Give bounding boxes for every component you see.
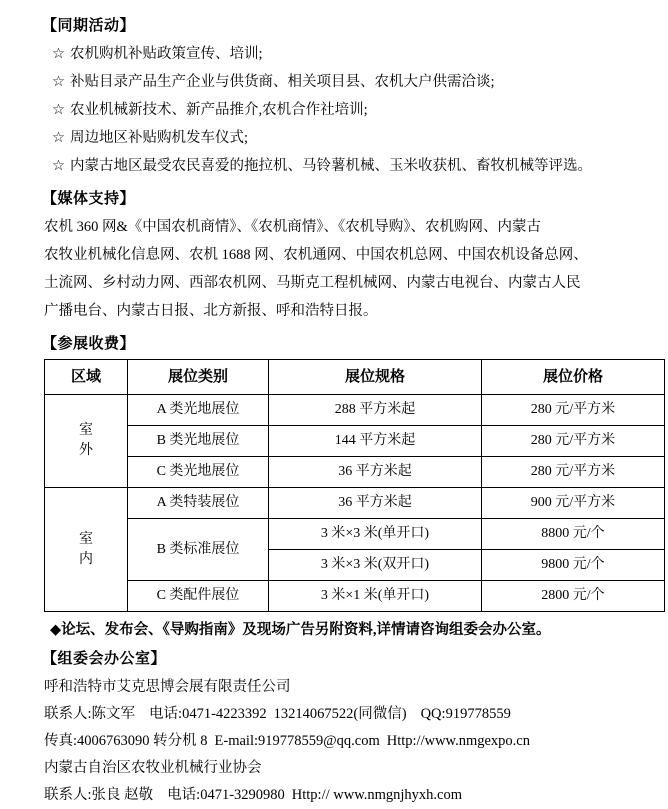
- cell-spec: 3 米×3 米(双开口): [269, 550, 482, 581]
- cell-price: 280 元/平方米: [482, 457, 665, 488]
- contact-label: 联系人:: [44, 787, 92, 803]
- events-list: [42, 41, 642, 179]
- column-header-category: 展位类别: [128, 360, 269, 395]
- http-label: Http:: [386, 733, 417, 749]
- phone-label: 电话:: [149, 706, 183, 722]
- phone-number: 0471-3290980: [200, 787, 285, 803]
- table-row: [45, 519, 665, 550]
- email-label: E-mail:: [214, 733, 259, 749]
- contact-row-1: [44, 701, 642, 728]
- star-icon: ☆: [52, 158, 65, 174]
- fax-label: 传真:: [44, 733, 78, 749]
- cell-category: B 类标准展位: [128, 519, 269, 581]
- cell-category: A 类特装展位: [128, 488, 269, 519]
- list-item-label: 农机购机补贴政策宣传、培训;: [70, 46, 263, 62]
- cell-category: B 类光地展位: [128, 426, 269, 457]
- table-row: [45, 581, 665, 612]
- star-icon: ☆: [52, 74, 65, 90]
- area-label-line: 室: [79, 531, 93, 547]
- table-row: [45, 457, 665, 488]
- area-cell-outdoor: [45, 395, 128, 488]
- email-address: 919778559@qq.com: [258, 733, 380, 749]
- media-support-paragraph: [42, 214, 642, 324]
- company-name: 呼和浩特市艾克思博会展有限责任公司: [44, 679, 291, 695]
- cell-spec: 36 平方米起: [269, 488, 482, 519]
- column-header-spec: 展位规格: [269, 360, 482, 395]
- list-item-label: 周边地区补贴购机发车仪式;: [70, 130, 249, 146]
- cell-category: C 类配件展位: [128, 581, 269, 612]
- table-row: [45, 360, 665, 395]
- cell-spec: 288 平方米起: [269, 395, 482, 426]
- fees-table: [44, 359, 665, 612]
- phone-label: 电话:: [167, 787, 201, 803]
- http-label: Http:: [291, 787, 322, 803]
- cell-price: 280 元/平方米: [482, 426, 665, 457]
- media-line: 土流网、乡村动力网、西部农机网、马斯克工程机械网、内蒙古电视台、内蒙古人民: [44, 275, 581, 291]
- table-row: [45, 395, 665, 426]
- qq-number: 919778559: [445, 706, 511, 722]
- section-heading-events: 【同期活动】: [42, 18, 136, 34]
- website-url: // www.nmgnjhyxh.com: [321, 787, 463, 803]
- contact-label: 联系人:: [44, 706, 92, 722]
- list-item-label: 内蒙古地区最受农民喜爱的拖拉机、马铃薯机械、玉米收获机、畜牧机械等评选。: [70, 158, 592, 174]
- star-icon: ☆: [52, 130, 65, 146]
- media-line: 农机 360 网&《中国农机商情》、《农机商情》、《农机导购》、农机购网、内蒙古: [44, 219, 542, 235]
- area-cell-indoor: [45, 488, 128, 612]
- star-icon: ☆: [52, 102, 65, 118]
- area-label-line: 内: [79, 551, 93, 567]
- list-item: [52, 41, 642, 67]
- cell-spec: 36 平方米起: [269, 457, 482, 488]
- website-url: //www.nmgexpo.cn: [416, 733, 530, 749]
- section-heading-media: 【媒体支持】: [42, 191, 136, 207]
- mobile-number: 13214067522(同微信): [273, 706, 407, 722]
- media-line: 广播电台、内蒙古日报、北方新报、呼和浩特日报。: [44, 303, 378, 319]
- cell-price: 2800 元/个: [482, 581, 665, 612]
- fax-number: 4006763090 转分机 8: [77, 733, 208, 749]
- contact-name: 陈文军: [91, 706, 136, 722]
- cell-price: 900 元/平方米: [482, 488, 665, 519]
- cell-category: C 类光地展位: [128, 457, 269, 488]
- column-header-price: 展位价格: [482, 360, 665, 395]
- area-label-line: 外: [79, 443, 93, 458]
- cell-price: 280 元/平方米: [482, 395, 665, 426]
- additional-note: ◆论坛、发布会、《导购指南》及现场广告另附资料,详情请咨询组委会办公室。: [50, 622, 551, 638]
- area-label-line: 室: [79, 423, 93, 438]
- cell-price: 9800 元/个: [482, 550, 665, 581]
- list-item: [52, 69, 642, 95]
- phone-number: 0471-4223392: [182, 706, 267, 722]
- contact-row-2: [44, 782, 642, 809]
- list-item-label: 农业机械新技术、新产品推介,农机合作社培训;: [70, 102, 368, 118]
- table-header: [45, 360, 665, 395]
- list-item: [52, 125, 642, 151]
- media-line: 农牧业机械化信息网、农机 1688 网、农机通网、中国农机总网、中国农机设备总网、: [44, 247, 588, 263]
- table-row: [45, 426, 665, 457]
- association-name: 内蒙古自治区农牧业机械行业协会: [44, 760, 262, 776]
- qq-label: QQ:: [420, 706, 446, 722]
- table-row: [45, 488, 665, 519]
- column-header-area: 区域: [45, 360, 128, 395]
- cell-spec: 3 米×1 米(单开口): [269, 581, 482, 612]
- list-item-label: 补贴目录产品生产企业与供货商、相关项目县、农机大户供需洽谈;: [70, 74, 495, 90]
- cell-spec: 144 平方米起: [269, 426, 482, 457]
- cell-category: A 类光地展位: [128, 395, 269, 426]
- section-heading-office: 【组委会办公室】: [42, 651, 167, 667]
- list-item: [52, 153, 642, 179]
- fax-email-row: [44, 728, 642, 755]
- section-heading-fees: 【参展收费】: [42, 336, 136, 352]
- cell-spec: 3 米×3 米(单开口): [269, 519, 482, 550]
- contact-name: 张良 赵敬: [91, 787, 154, 803]
- list-item: [52, 97, 642, 123]
- table-body: [45, 395, 665, 612]
- cell-price: 8800 元/个: [482, 519, 665, 550]
- star-icon: ☆: [52, 46, 65, 62]
